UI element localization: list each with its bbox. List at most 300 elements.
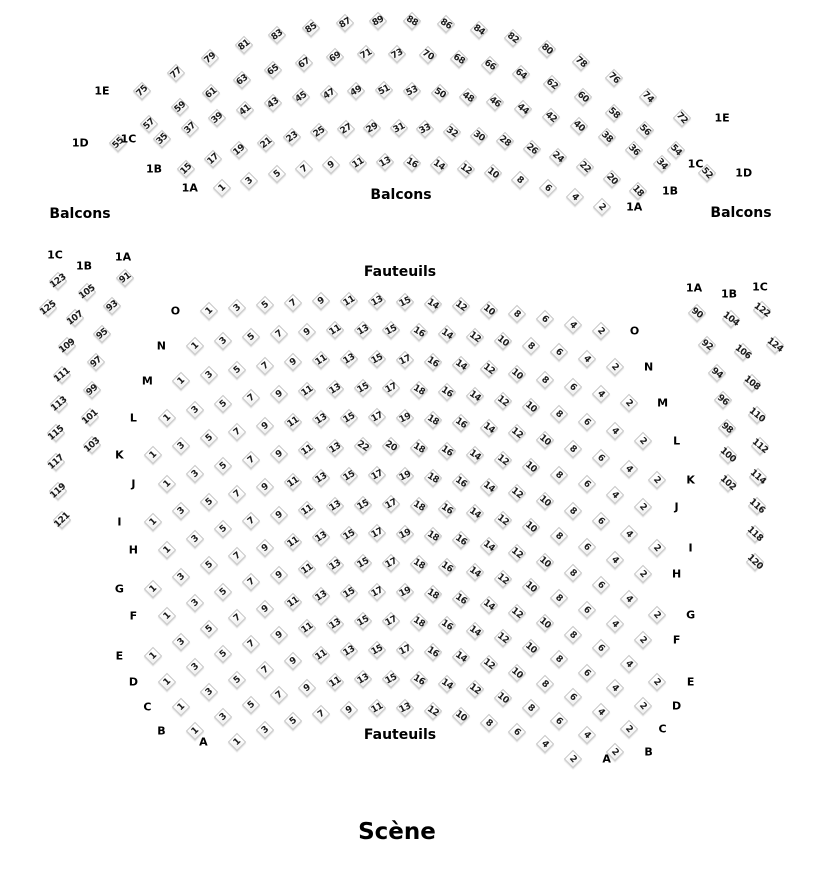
seat-side-right-1C-122[interactable] — [752, 300, 772, 320]
seat-orchestra-A-2[interactable] — [567, 752, 580, 765]
seat-balcony-1E-75[interactable] — [136, 85, 149, 98]
seat-orchestra-E-13[interactable] — [315, 590, 328, 603]
seat-balcony-1D-59[interactable] — [173, 101, 186, 114]
seat-orchestra-O-2[interactable] — [595, 325, 608, 338]
seat-orchestra-E-7[interactable] — [231, 611, 244, 624]
seat-balcony-1B-25[interactable] — [312, 126, 325, 139]
seat-orchestra-H-2[interactable] — [637, 567, 650, 580]
seat-balcony-1C-50[interactable] — [433, 87, 446, 100]
seat-orchestra-D-7[interactable] — [245, 637, 258, 650]
seat-balcony-1C-43[interactable] — [267, 96, 280, 109]
seat-balcony-1B-18[interactable] — [632, 185, 645, 198]
seat-orchestra-F-6[interactable] — [581, 603, 594, 616]
seat-orchestra-H-3[interactable] — [189, 532, 202, 545]
seat-orchestra-E-17[interactable] — [371, 585, 384, 598]
seat-orchestra-A-9[interactable] — [343, 703, 356, 716]
seat-orchestra-I-19[interactable] — [399, 470, 412, 483]
seat-orchestra-D-2[interactable] — [637, 699, 650, 712]
seat-orchestra-N-3[interactable] — [217, 334, 230, 347]
seat-orchestra-C-3[interactable] — [203, 686, 216, 699]
seat-orchestra-L-7[interactable] — [245, 392, 258, 405]
seat-orchestra-D-12[interactable] — [497, 632, 510, 645]
seat-orchestra-D-8[interactable] — [553, 653, 566, 666]
seat-side-left-1A-99[interactable] — [86, 384, 99, 397]
seat-orchestra-N-16[interactable] — [413, 325, 426, 338]
seat-orchestra-J-1[interactable] — [161, 477, 174, 490]
seat-orchestra-N-5[interactable] — [245, 330, 258, 343]
seat-orchestra-I-15[interactable] — [343, 470, 356, 483]
seat-orchestra-N-14[interactable] — [441, 328, 454, 341]
seat-orchestra-L-17[interactable] — [385, 382, 398, 395]
seat-orchestra-C-2[interactable] — [623, 723, 636, 736]
seat-orchestra-I-14[interactable] — [483, 480, 496, 493]
seat-side-right-1B-108[interactable] — [742, 373, 762, 393]
seat-balcony-1A-4[interactable] — [568, 190, 581, 203]
seat-orchestra-H-8[interactable] — [553, 530, 566, 543]
seat-orchestra-D-4[interactable] — [609, 682, 622, 695]
seat-orchestra-L-1[interactable] — [161, 411, 174, 424]
seat-orchestra-C-16[interactable] — [427, 646, 440, 659]
seat-orchestra-N-6[interactable] — [553, 346, 566, 359]
seat-orchestra-B-9[interactable] — [301, 681, 314, 694]
seat-orchestra-A-8[interactable] — [483, 716, 496, 729]
seat-balcony-1C-53[interactable] — [406, 85, 419, 98]
seat-orchestra-N-1[interactable] — [189, 339, 202, 352]
seat-orchestra-D-16[interactable] — [441, 619, 454, 632]
seat-side-right-1A-96[interactable] — [717, 394, 730, 407]
seat-balcony-1C-41[interactable] — [239, 103, 252, 116]
seat-orchestra-H-16[interactable] — [441, 502, 454, 515]
seat-side-right-1A-90[interactable] — [691, 307, 704, 320]
seat-side-left-1B-105[interactable] — [77, 282, 97, 302]
seat-side-left-1B-111[interactable] — [52, 365, 72, 385]
seat-orchestra-O-13[interactable] — [371, 294, 384, 307]
seat-orchestra-J-3[interactable] — [189, 468, 202, 481]
seat-balcony-1C-47[interactable] — [322, 87, 335, 100]
seat-orchestra-G-18[interactable] — [427, 530, 440, 543]
seat-balcony-1B-19[interactable] — [233, 143, 246, 156]
seat-balcony-1B-20[interactable] — [605, 172, 618, 185]
seat-orchestra-M-17[interactable] — [399, 354, 412, 367]
seat-orchestra-E-16[interactable] — [455, 592, 468, 605]
seat-orchestra-N-7[interactable] — [273, 327, 286, 340]
seat-balcony-1D-67[interactable] — [297, 56, 310, 69]
seat-orchestra-D-11[interactable] — [301, 622, 314, 635]
seat-orchestra-B-3[interactable] — [217, 711, 230, 724]
seat-orchestra-M-4[interactable] — [595, 388, 608, 401]
seat-orchestra-E-10[interactable] — [539, 616, 552, 629]
seat-orchestra-G-15[interactable] — [343, 528, 356, 541]
seat-orchestra-E-15[interactable] — [343, 587, 356, 600]
seat-balcony-1D-56[interactable] — [638, 124, 651, 137]
seat-orchestra-M-12[interactable] — [483, 362, 496, 375]
seat-orchestra-N-12[interactable] — [469, 331, 482, 344]
seat-balcony-1A-14[interactable] — [433, 159, 446, 172]
seat-orchestra-G-5[interactable] — [203, 559, 216, 572]
seat-balcony-1A-11[interactable] — [351, 157, 364, 170]
seat-balcony-1E-88[interactable] — [406, 15, 419, 28]
seat-balcony-1E-86[interactable] — [439, 17, 452, 30]
seat-orchestra-O-11[interactable] — [343, 294, 356, 307]
seat-orchestra-L-11[interactable] — [301, 384, 314, 397]
seat-orchestra-G-12[interactable] — [511, 547, 524, 560]
seat-orchestra-K-6[interactable] — [595, 451, 608, 464]
seat-side-left-1C-123[interactable] — [48, 271, 68, 291]
seat-orchestra-M-2[interactable] — [623, 397, 636, 410]
seat-balcony-1B-32[interactable] — [445, 125, 458, 138]
seat-orchestra-D-5[interactable] — [217, 648, 230, 661]
seat-orchestra-M-5[interactable] — [231, 363, 244, 376]
seat-orchestra-C-5[interactable] — [231, 673, 244, 686]
seat-orchestra-G-3[interactable] — [175, 570, 188, 583]
seat-side-left-1B-115[interactable] — [46, 423, 66, 443]
seat-orchestra-H-7[interactable] — [245, 515, 258, 528]
seat-orchestra-E-11[interactable] — [287, 595, 300, 608]
seat-balcony-1E-77[interactable] — [170, 67, 183, 80]
seat-side-left-1B-107[interactable] — [65, 308, 85, 328]
seat-orchestra-D-6[interactable] — [581, 666, 594, 679]
seat-orchestra-K-13[interactable] — [315, 413, 328, 426]
seat-orchestra-M-1[interactable] — [175, 375, 188, 388]
seat-balcony-1A-12[interactable] — [460, 162, 473, 175]
seat-orchestra-N-4[interactable] — [581, 353, 594, 366]
seat-orchestra-M-10[interactable] — [511, 367, 524, 380]
seat-orchestra-N-13[interactable] — [357, 323, 370, 336]
seat-balcony-1D-69[interactable] — [328, 51, 341, 64]
seat-orchestra-G-11[interactable] — [287, 535, 300, 548]
seat-side-left-1A-97[interactable] — [90, 356, 103, 369]
seat-orchestra-C-9[interactable] — [287, 655, 300, 668]
seat-orchestra-B-13[interactable] — [357, 673, 370, 686]
seat-orchestra-N-10[interactable] — [497, 335, 510, 348]
seat-orchestra-I-9[interactable] — [259, 481, 272, 494]
seat-orchestra-I-1[interactable] — [147, 516, 160, 529]
seat-orchestra-B-10[interactable] — [497, 691, 510, 704]
seat-orchestra-A-10[interactable] — [455, 709, 468, 722]
seat-orchestra-A-4[interactable] — [539, 738, 552, 751]
seat-orchestra-B-12[interactable] — [469, 683, 482, 696]
seat-orchestra-A-1[interactable] — [231, 735, 244, 748]
seat-balcony-1A-2[interactable] — [595, 201, 608, 214]
seat-orchestra-K-15[interactable] — [343, 411, 356, 424]
seat-orchestra-G-7[interactable] — [231, 549, 244, 562]
seat-orchestra-J-7[interactable] — [245, 453, 258, 466]
seat-orchestra-M-3[interactable] — [203, 368, 216, 381]
seat-orchestra-G-10[interactable] — [539, 555, 552, 568]
seat-side-right-1B-118[interactable] — [745, 524, 765, 544]
seat-balcony-1E-80[interactable] — [540, 42, 553, 55]
seat-orchestra-J-14[interactable] — [469, 448, 482, 461]
seat-orchestra-L-3[interactable] — [189, 403, 202, 416]
seat-orchestra-K-12[interactable] — [511, 427, 524, 440]
seat-orchestra-F-11[interactable] — [301, 563, 314, 576]
seat-balcony-1A-3[interactable] — [243, 174, 256, 187]
seat-orchestra-B-4[interactable] — [581, 729, 594, 742]
seat-side-left-1B-121[interactable] — [52, 510, 72, 530]
seat-orchestra-K-17[interactable] — [371, 411, 384, 424]
seat-orchestra-H-5[interactable] — [217, 523, 230, 536]
seat-orchestra-J-13[interactable] — [329, 441, 342, 454]
seat-balcony-1C-44[interactable] — [517, 102, 530, 115]
seat-orchestra-K-14[interactable] — [483, 421, 496, 434]
seat-orchestra-E-8[interactable] — [567, 628, 580, 641]
seat-orchestra-B-6[interactable] — [553, 714, 566, 727]
seat-orchestra-I-13[interactable] — [315, 472, 328, 485]
seat-balcony-1E-87[interactable] — [338, 16, 351, 29]
seat-balcony-1E-78[interactable] — [574, 56, 587, 69]
seat-orchestra-I-11[interactable] — [287, 476, 300, 489]
seat-orchestra-D-13[interactable] — [329, 617, 342, 630]
seat-balcony-1D-54[interactable] — [669, 144, 682, 157]
seat-side-left-1A-101[interactable] — [80, 407, 100, 427]
seat-orchestra-D-10[interactable] — [525, 641, 538, 654]
seat-balcony-1C-45[interactable] — [294, 91, 307, 104]
seat-orchestra-L-9[interactable] — [273, 388, 286, 401]
seat-balcony-1D-65[interactable] — [266, 64, 279, 77]
seat-balcony-1E-89[interactable] — [372, 14, 385, 27]
seat-orchestra-M-11[interactable] — [315, 354, 328, 367]
seat-balcony-1D-66[interactable] — [483, 59, 496, 72]
seat-orchestra-C-4[interactable] — [595, 705, 608, 718]
seat-balcony-1D-70[interactable] — [421, 49, 434, 62]
seat-side-right-1C-124[interactable] — [765, 335, 785, 355]
seat-orchestra-J-6[interactable] — [581, 478, 594, 491]
seat-orchestra-G-1[interactable] — [147, 583, 160, 596]
seat-side-left-1A-103[interactable] — [82, 435, 102, 455]
seat-balcony-1B-28[interactable] — [499, 135, 512, 148]
seat-orchestra-G-9[interactable] — [259, 541, 272, 554]
seat-orchestra-L-5[interactable] — [217, 397, 230, 410]
seat-orchestra-G-6[interactable] — [595, 578, 608, 591]
seat-orchestra-K-11[interactable] — [287, 416, 300, 429]
seat-orchestra-J-11[interactable] — [301, 444, 314, 457]
seat-orchestra-C-7[interactable] — [259, 663, 272, 676]
seat-balcony-1C-34[interactable] — [656, 158, 669, 171]
seat-balcony-1E-74[interactable] — [641, 90, 654, 103]
seat-orchestra-J-4[interactable] — [609, 489, 622, 502]
seat-orchestra-L-12[interactable] — [497, 394, 510, 407]
seat-orchestra-O-6[interactable] — [539, 312, 552, 325]
seat-orchestra-E-19[interactable] — [399, 586, 412, 599]
seat-orchestra-A-3[interactable] — [259, 724, 272, 737]
seat-orchestra-D-14[interactable] — [469, 624, 482, 637]
seat-orchestra-F-1[interactable] — [161, 609, 174, 622]
seat-side-right-1B-106[interactable] — [733, 342, 753, 362]
seat-orchestra-C-11[interactable] — [315, 649, 328, 662]
seat-orchestra-H-10[interactable] — [525, 521, 538, 534]
seat-balcony-1B-26[interactable] — [525, 142, 538, 155]
seat-orchestra-F-2[interactable] — [637, 633, 650, 646]
seat-balcony-1A-8[interactable] — [514, 173, 527, 186]
seat-orchestra-H-15[interactable] — [357, 498, 370, 511]
seat-orchestra-B-5[interactable] — [245, 699, 258, 712]
seat-orchestra-K-19[interactable] — [399, 412, 412, 425]
seat-orchestra-J-16[interactable] — [441, 444, 454, 457]
seat-orchestra-H-13[interactable] — [329, 500, 342, 513]
seat-orchestra-F-12[interactable] — [497, 572, 510, 585]
seat-orchestra-I-2[interactable] — [651, 541, 664, 554]
seat-orchestra-I-10[interactable] — [539, 495, 552, 508]
seat-orchestra-L-8[interactable] — [553, 407, 566, 420]
seat-orchestra-K-16[interactable] — [455, 417, 468, 430]
seat-orchestra-F-14[interactable] — [469, 566, 482, 579]
seat-orchestra-I-5[interactable] — [203, 495, 216, 508]
seat-balcony-1C-38[interactable] — [600, 131, 613, 144]
seat-balcony-1A-1[interactable] — [216, 182, 229, 195]
seat-orchestra-E-18[interactable] — [427, 588, 440, 601]
seat-orchestra-I-17[interactable] — [371, 469, 384, 482]
seat-balcony-1A-16[interactable] — [406, 157, 419, 170]
seat-orchestra-C-8[interactable] — [539, 677, 552, 690]
seat-orchestra-I-3[interactable] — [175, 505, 188, 518]
seat-orchestra-M-16[interactable] — [427, 355, 440, 368]
seat-orchestra-O-7[interactable] — [287, 296, 300, 309]
seat-orchestra-A-12[interactable] — [427, 704, 440, 717]
seat-orchestra-G-16[interactable] — [455, 534, 468, 547]
seat-orchestra-H-11[interactable] — [301, 503, 314, 516]
seat-orchestra-F-7[interactable] — [245, 576, 258, 589]
seat-balcony-1C-42[interactable] — [545, 110, 558, 123]
seat-side-left-1A-93[interactable] — [106, 300, 119, 313]
seat-balcony-1A-6[interactable] — [541, 181, 554, 194]
seat-orchestra-J-2[interactable] — [637, 501, 650, 514]
seat-balcony-1A-5[interactable] — [270, 168, 283, 181]
seat-balcony-1E-76[interactable] — [608, 72, 621, 85]
seat-orchestra-J-5[interactable] — [217, 460, 230, 473]
seat-orchestra-I-18[interactable] — [427, 472, 440, 485]
seat-orchestra-C-10[interactable] — [511, 666, 524, 679]
seat-orchestra-L-18[interactable] — [413, 383, 426, 396]
seat-orchestra-K-18[interactable] — [427, 414, 440, 427]
seat-orchestra-M-7[interactable] — [259, 359, 272, 372]
seat-orchestra-K-8[interactable] — [567, 442, 580, 455]
seat-orchestra-N-2[interactable] — [609, 360, 622, 373]
seat-balcony-1B-17[interactable] — [206, 152, 219, 165]
seat-orchestra-O-8[interactable] — [511, 307, 524, 320]
seat-orchestra-F-13[interactable] — [329, 559, 342, 572]
seat-balcony-1B-21[interactable] — [259, 136, 272, 149]
seat-orchestra-O-3[interactable] — [231, 301, 244, 314]
seat-orchestra-M-15[interactable] — [371, 353, 384, 366]
seat-orchestra-F-9[interactable] — [273, 568, 286, 581]
seat-orchestra-I-8[interactable] — [567, 504, 580, 517]
seat-side-left-1B-109[interactable] — [57, 336, 77, 356]
seat-balcony-1B-15[interactable] — [179, 162, 192, 175]
seat-orchestra-K-4[interactable] — [623, 462, 636, 475]
seat-side-right-1B-114[interactable] — [748, 467, 768, 487]
seat-orchestra-E-5[interactable] — [203, 622, 216, 635]
seat-orchestra-G-2[interactable] — [651, 608, 664, 621]
seat-side-left-1B-117[interactable] — [46, 452, 66, 472]
seat-orchestra-O-1[interactable] — [203, 305, 216, 318]
seat-balcony-1D-61[interactable] — [204, 86, 217, 99]
seat-balcony-1D-58[interactable] — [607, 106, 620, 119]
seat-orchestra-F-17[interactable] — [385, 556, 398, 569]
seat-orchestra-I-6[interactable] — [595, 515, 608, 528]
seat-balcony-1D-60[interactable] — [576, 91, 589, 104]
seat-side-left-1A-91[interactable] — [119, 272, 132, 285]
seat-orchestra-F-10[interactable] — [525, 581, 538, 594]
seat-orchestra-J-12[interactable] — [497, 454, 510, 467]
seat-orchestra-D-3[interactable] — [189, 661, 202, 674]
seat-balcony-1C-37[interactable] — [183, 121, 196, 134]
seat-orchestra-F-18[interactable] — [413, 557, 426, 570]
seat-orchestra-C-17[interactable] — [399, 644, 412, 657]
seat-balcony-1E-82[interactable] — [507, 31, 520, 44]
seat-orchestra-F-8[interactable] — [553, 591, 566, 604]
seat-orchestra-L-4[interactable] — [609, 424, 622, 437]
seat-orchestra-M-9[interactable] — [287, 356, 300, 369]
seat-orchestra-A-11[interactable] — [371, 701, 384, 714]
seat-orchestra-A-6[interactable] — [511, 726, 524, 739]
seat-orchestra-M-13[interactable] — [343, 353, 356, 366]
seat-orchestra-G-14[interactable] — [483, 539, 496, 552]
seat-orchestra-H-9[interactable] — [273, 508, 286, 521]
seat-balcony-1D-62[interactable] — [545, 78, 558, 91]
seat-orchestra-E-14[interactable] — [483, 598, 496, 611]
seat-orchestra-G-13[interactable] — [315, 531, 328, 544]
seat-balcony-1C-35[interactable] — [155, 133, 168, 146]
seat-orchestra-I-12[interactable] — [511, 487, 524, 500]
seat-orchestra-B-14[interactable] — [441, 677, 454, 690]
seat-balcony-1B-22[interactable] — [578, 161, 591, 174]
seat-orchestra-D-17[interactable] — [385, 614, 398, 627]
seat-orchestra-E-9[interactable] — [259, 602, 272, 615]
seat-balcony-1D-71[interactable] — [359, 48, 372, 61]
seat-orchestra-D-9[interactable] — [273, 629, 286, 642]
seat-orchestra-F-5[interactable] — [217, 585, 230, 598]
seat-balcony-1E-72[interactable] — [675, 112, 688, 125]
seat-orchestra-C-15[interactable] — [371, 643, 384, 656]
seat-orchestra-K-7[interactable] — [231, 425, 244, 438]
seat-side-right-1B-110[interactable] — [747, 405, 767, 425]
seat-balcony-1C-36[interactable] — [628, 144, 641, 157]
seat-side-right-1B-116[interactable] — [747, 496, 767, 516]
seat-orchestra-B-8[interactable] — [525, 701, 538, 714]
seat-balcony-1D-73[interactable] — [390, 47, 403, 60]
seat-orchestra-M-6[interactable] — [567, 380, 580, 393]
seat-orchestra-F-3[interactable] — [189, 596, 202, 609]
seat-orchestra-C-13[interactable] — [343, 645, 356, 658]
seat-orchestra-B-7[interactable] — [273, 689, 286, 702]
seat-balcony-1D-64[interactable] — [514, 67, 527, 80]
seat-orchestra-D-18[interactable] — [413, 615, 426, 628]
seat-orchestra-G-8[interactable] — [567, 566, 580, 579]
seat-side-right-1B-104[interactable] — [721, 309, 741, 329]
seat-orchestra-J-8[interactable] — [553, 469, 566, 482]
seat-balcony-1C-48[interactable] — [461, 90, 474, 103]
seat-orchestra-N-11[interactable] — [329, 324, 342, 337]
seat-balcony-1E-79[interactable] — [203, 51, 216, 64]
seat-orchestra-C-1[interactable] — [175, 700, 188, 713]
seat-orchestra-E-12[interactable] — [511, 606, 524, 619]
seat-orchestra-G-19[interactable] — [399, 528, 412, 541]
seat-orchestra-J-18[interactable] — [413, 441, 426, 454]
seat-orchestra-H-17[interactable] — [385, 498, 398, 511]
seat-orchestra-O-15[interactable] — [399, 296, 412, 309]
seat-orchestra-H-4[interactable] — [609, 553, 622, 566]
seat-balcony-1B-29[interactable] — [366, 121, 379, 134]
seat-balcony-1E-85[interactable] — [304, 21, 317, 34]
seat-orchestra-F-16[interactable] — [441, 561, 454, 574]
seat-balcony-1B-23[interactable] — [286, 130, 299, 143]
seat-orchestra-O-5[interactable] — [259, 298, 272, 311]
seat-orchestra-I-16[interactable] — [455, 475, 468, 488]
seat-orchestra-N-15[interactable] — [385, 324, 398, 337]
seat-orchestra-L-10[interactable] — [525, 400, 538, 413]
seat-orchestra-B-15[interactable] — [385, 672, 398, 685]
seat-orchestra-A-5[interactable] — [287, 715, 300, 728]
